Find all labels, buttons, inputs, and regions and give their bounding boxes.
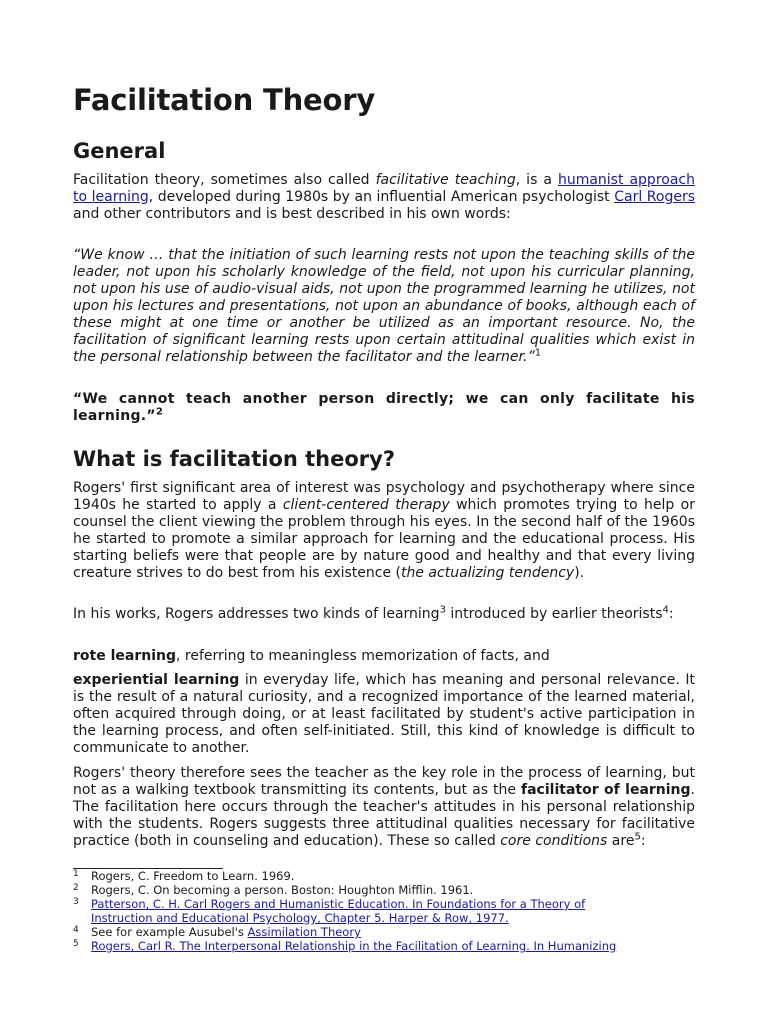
humanist-approach-link[interactable]: humanist approach to learning — [73, 172, 695, 205]
experiential-learning-paragraph: experiential learning in everyday life, which has meaning and personal relevance. It is the result of a natural curiosity, and a recognized importance of the learned material, often acquired through doing, or at least facilitated by student's active participation in the learning process, and often self-initiated. Still, this kind of knowledge is difficult to communicate to another. — [73, 672, 696, 756]
footnote-ref-3[interactable]: 3 — [439, 604, 446, 616]
footnote-3-link-continued[interactable]: Instruction and Educational Psychology, Chapter 5. Harper & Row, 1977. — [91, 911, 509, 925]
rogers-quote-2: “We cannot teach another person directly; we can only facilitate his learning.”$^2$ — [73, 391, 695, 424]
footnote-3-link[interactable]: Patterson, C. H. Carl Rogers and Humanistic Education. In Foundations for a Theory of — [91, 897, 586, 911]
footnote-ref-4[interactable]: 4 — [662, 604, 669, 616]
footnote-ref-1[interactable]: 1 — [534, 347, 542, 359]
assimilation-theory-link[interactable]: Assimilation Theory — [247, 925, 361, 939]
carl-rogers-link[interactable]: Carl Rogers — [614, 189, 695, 205]
rogers-quote-1: “We know … that the initiation of such learning rests not upon the teaching skills of the leader, not upon his scholarly knowledge of the field, not upon his curricular planning, not upon his use of audio-visual aids, not upon the programmed learning he utilizes, not upon his lectures and presentations, not upon an abundance of books, although each of these might at one time or another be utilized as an important resource. No, the facilitation of significant learning rests upon certain attitudinal qualities which exist in the personal relationship between the facilitator and the learner.”$^1$ — [73, 247, 695, 365]
facilitator-paragraph: Rogers' theory therefore sees the teacher as the key role in the process of learning, but not as a walking textbook transmitting its contents, but as the facilitator of learning. The facilitation here occurs through the teacher's attitudes in his personal relationship with the students. Rogers suggests three attitudinal qualities necessary for facilitative practice (both in counseling and education). These so called core conditions are$^5$: — [73, 765, 695, 849]
intro-paragraph: Facilitation theory, sometimes also called facilitative teaching, is a humanist approach to learning, developed during 1980s by an influential American psychologist Carl Rogers and other contributors and is best described in his own words: — [73, 172, 695, 222]
document-title: Facilitation Theory — [73, 83, 376, 117]
section-heading-what-is: What is facilitation theory? — [73, 447, 396, 471]
emphasis-text: facilitative teaching — [375, 172, 516, 188]
footnote-ref-2[interactable]: 2 — [155, 406, 164, 418]
footnote-5-link[interactable]: Rogers, Carl R. The Interpersonal Relationship in the Facilitation of Learning. In Humanizing — [91, 939, 617, 953]
rogers-background-paragraph: Rogers' first significant area of interest was psychology and psychotherapy where since 1940s he started to apply a client-centered therapy which promotes trying to help or counsel the client viewing the problem through his eyes. In the second half of the 1960s he started to promote a similar approach for learning and the educational process. His starting beliefs were that people are by nature good and healthy and that every living creature strives to do best from his existence (the actualizing tendency). — [73, 480, 695, 581]
learning-kinds-paragraph: In his works, Rogers addresses two kinds of learning$^3$ introduced by earlier theorists$^4$: — [73, 604, 674, 622]
footnote-ref-5[interactable]: 5 — [634, 831, 641, 843]
rote-learning-paragraph: rote learning, referring to meaningless memorization of facts, and — [73, 648, 550, 664]
section-heading-general: General — [73, 139, 166, 163]
